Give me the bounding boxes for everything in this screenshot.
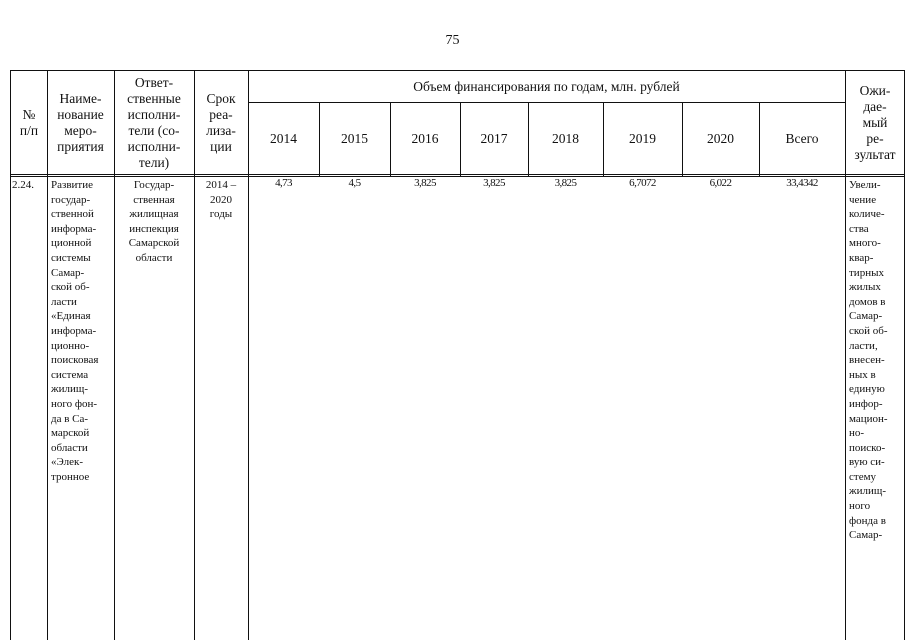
header-year-2020: 2020 bbox=[707, 131, 734, 146]
row-event-name: Развитие государ- ственной информа- ционной системы Самар- ской об- ласти «Единая информа- ционно- поисковая система жилищ- ного фон- да в Са- марской области «Элек- тронное bbox=[51, 179, 99, 483]
header-year-2019: 2019 bbox=[629, 131, 656, 146]
value-2020: 6,022 bbox=[709, 177, 732, 189]
value-2019: 6,7072 bbox=[629, 177, 656, 189]
header-year-2015: 2015 bbox=[341, 131, 368, 146]
value-2017: 3,825 bbox=[483, 177, 505, 189]
row-responsible: Государ- ственная жилищная инспекция Самарской области bbox=[128, 179, 180, 264]
value-2016: 3,825 bbox=[414, 177, 436, 189]
header-financing-title: Объем финансирования по годам, млн. рублей bbox=[413, 78, 680, 94]
page-number: 75 bbox=[445, 33, 460, 48]
header-expected-result: Ожи- дае- мый ре- зультат bbox=[854, 82, 896, 162]
header-event-name: Наиме- нование меро- приятия bbox=[57, 90, 104, 154]
row-expected-result: Увели- чение количе- ства много- квар- тирных жилых домов в Самар- ской об- ласти, внесен- ных в единую инфор- мацион- но- поиско- вую си- стему жилищ- ного фонда в Самар- bbox=[849, 179, 888, 542]
value-2018: 3,825 bbox=[554, 177, 577, 189]
header-year-2017: 2017 bbox=[480, 131, 508, 146]
value-2015: 4,5 bbox=[348, 177, 361, 189]
row-term: 2014 – 2020 годы bbox=[205, 179, 237, 221]
value-2014: 4,73 bbox=[275, 177, 292, 189]
header-number: № п/п bbox=[19, 106, 39, 138]
header-responsible: Ответ- ственные исполни- тели (со- исполни- тели) bbox=[127, 74, 181, 170]
header-year-2014: 2014 bbox=[270, 131, 297, 146]
financing-table bbox=[7, 70, 905, 640]
value-total: 33,4342 bbox=[786, 177, 818, 189]
header-total: Всего bbox=[785, 131, 819, 146]
row-number: 2.24. bbox=[12, 179, 34, 191]
header-year-2016: 2016 bbox=[411, 131, 439, 146]
header-year-2018: 2018 bbox=[552, 131, 579, 146]
header-term: Срок реа- лиза- ции bbox=[206, 90, 236, 154]
